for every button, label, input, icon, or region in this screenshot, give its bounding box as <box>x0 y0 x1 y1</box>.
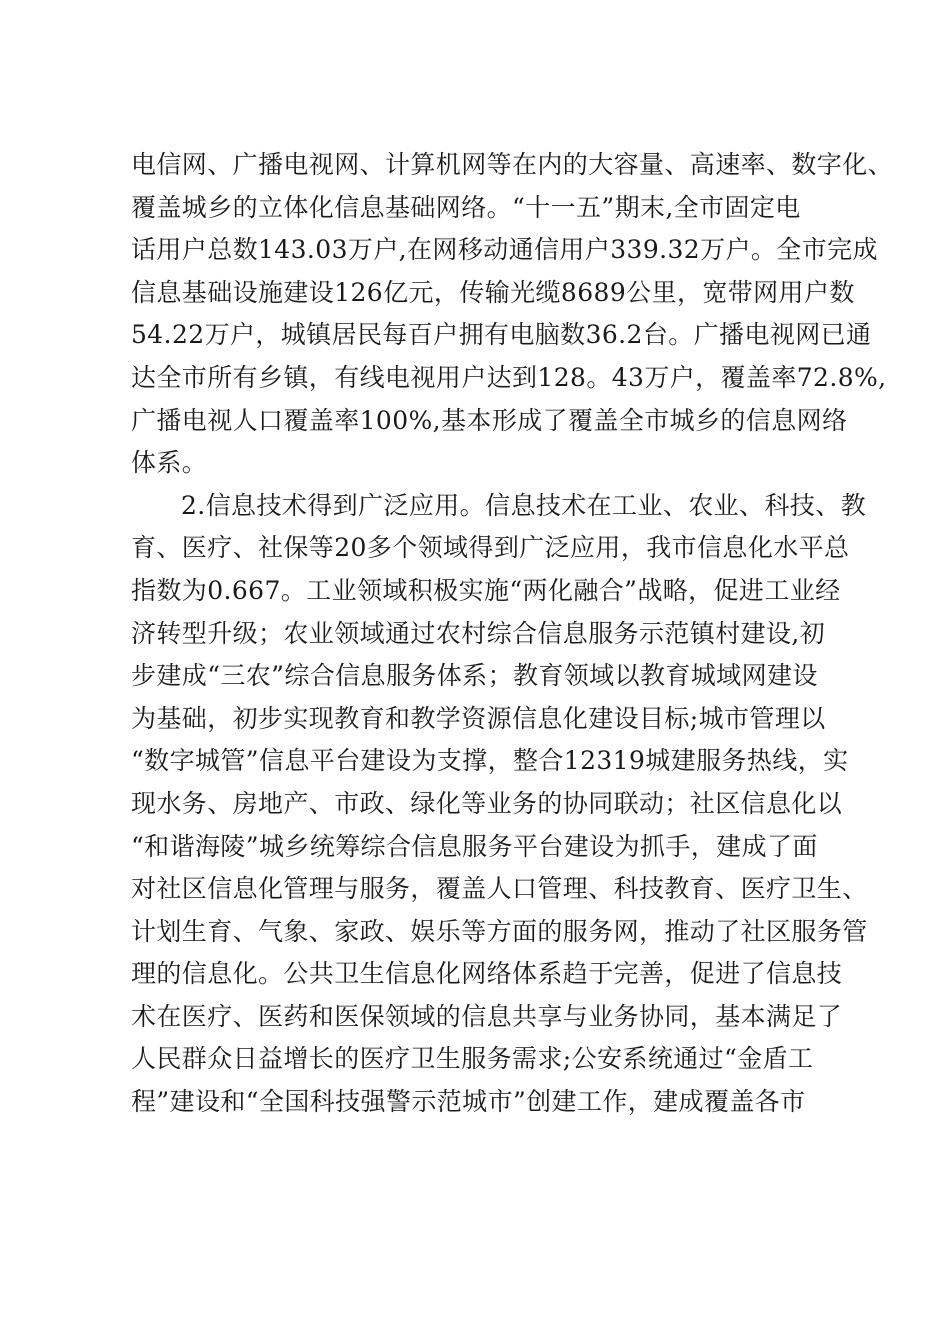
paragraph-line: 程”建设和“全国科技强警示范城市”创建工作，建成覆盖各市 <box>131 1087 806 1117</box>
paragraph-line: 体系。 <box>131 448 208 478</box>
paragraph-line: “和谐海陵”城乡统筹综合信息服务平台建设为抓手，建成了面 <box>131 831 818 861</box>
paragraph-line: 人民群众日益增长的医疗卫生服务需求;公安系统通过“金盾工 <box>131 1044 814 1074</box>
paragraph-line: 54.22万户，城镇居民每百户拥有电脑数36.2台。广播电视网已通 <box>131 320 872 350</box>
paragraph-line: 计划生育、气象、家政、娱乐等方面的服务网，推动了社区服务管 <box>131 916 868 946</box>
paragraph-line: 电信网、广播电视网、计算机网等在内的大容量、高速率、数字化、 <box>131 150 894 179</box>
paragraph-line: “数字城管”信息平台建设为支撑，整合12319城建服务热线，实 <box>131 746 849 776</box>
paragraph-line: 广播电视人口覆盖率100%,基本形成了覆盖全市城乡的信息网络 <box>131 405 848 435</box>
paragraph-line: 为基础，初步实现教育和教学资源信息化建设目标;城市管理以 <box>131 703 826 733</box>
paragraph-line: 指数为0.667。工业领域积极实施“两化融合”战略，促进工业经 <box>131 575 841 605</box>
paragraph-line: 话用户总数143.03万户,在网移动通信用户339.32万户。全市完成 <box>131 235 878 265</box>
paragraph-line: 步建成“三农”综合信息服务体系；教育领域以教育城域网建设 <box>131 661 818 691</box>
paragraph-line: 覆盖城乡的立体化信息基础网络。“十一五”期末,全市固定电 <box>131 192 801 222</box>
paragraph-line: 济转型升级；农业领域通过农村综合信息服务示范镇村建设,初 <box>131 618 826 648</box>
paragraph-line: 育、医疗、社保等20多个领域得到广泛应用，我市信息化水平总 <box>131 533 850 563</box>
paragraph-line: 对社区信息化管理与服务，覆盖人口管理、科技教育、医疗卫生、 <box>131 874 868 904</box>
paragraph-line: 信息基础设施建设126亿元，传输光缆8689公里，宽带网用户数 <box>131 277 855 307</box>
body-text <box>131 144 894 1124</box>
paragraph-line: 术在医疗、医药和医保领域的信息共享与业务协同，基本满足了 <box>131 1001 843 1031</box>
paragraph-line: 现水务、房地产、市政、绿化等业务的协同联动；社区信息化以 <box>131 788 843 818</box>
paragraph-line: 理的信息化。公共卫生信息化网络体系趋于完善，促进了信息技 <box>131 959 843 989</box>
paragraph-heading-line: 2.信息技术得到广泛应用。信息技术在工业、农业、科技、教 <box>181 490 867 520</box>
paragraph-line: 达全市所有乡镇，有线电视用户达到128。43万户，覆盖率72.8%, <box>131 362 887 392</box>
